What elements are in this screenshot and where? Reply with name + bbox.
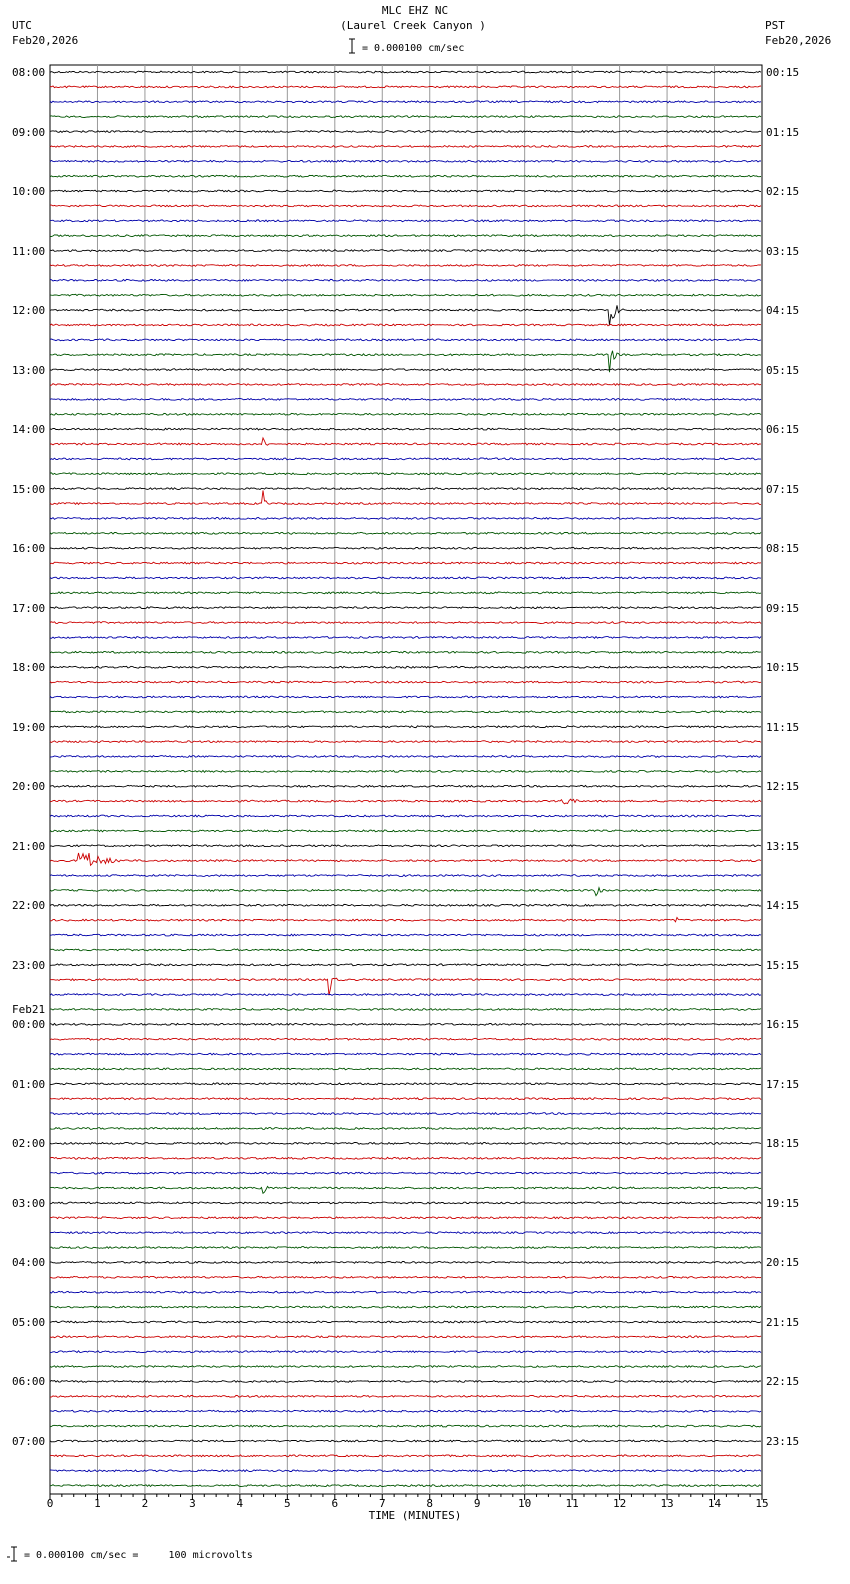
left-hour-label: 14:00: [12, 423, 46, 437]
right-timezone: PST: [765, 19, 785, 32]
seismic-trace: [50, 86, 761, 88]
seismic-trace: [50, 339, 761, 341]
seismic-trace: [50, 1023, 761, 1025]
right-hour-label: 07:15: [766, 482, 800, 496]
seismic-trace: [50, 1038, 761, 1040]
seismic-trace: [50, 681, 761, 683]
seismic-trace: [50, 1336, 761, 1338]
seismic-trace: [50, 1381, 761, 1383]
left-hour-label: 09:00: [12, 125, 46, 139]
seismic-trace: [50, 250, 761, 252]
seismic-trace: [50, 399, 761, 401]
right-hour-label: 02:15: [766, 185, 800, 199]
right-hour-label: 14:15: [766, 899, 800, 913]
right-hour-label: 12:15: [766, 780, 800, 794]
x-tick-label: 3: [189, 1497, 196, 1510]
seismic-trace: [50, 305, 761, 325]
seismic-trace: [50, 413, 761, 415]
right-hour-label: 00:15: [766, 66, 800, 79]
seismic-trace: [50, 607, 761, 609]
right-hour-label: 21:15: [766, 1315, 800, 1329]
left-hour-label: 01:00: [12, 1077, 46, 1091]
seismic-trace: [50, 1410, 761, 1412]
x-tick-label: 12: [612, 1497, 627, 1510]
x-tick-label: 7: [378, 1497, 386, 1510]
x-tick-label: 11: [565, 1497, 579, 1510]
seismic-trace: [50, 1455, 761, 1457]
seismic-trace: [50, 518, 761, 520]
seismic-trace: [50, 1217, 761, 1219]
seismic-trace: [50, 815, 761, 817]
x-tick-label: 8: [426, 1497, 434, 1510]
seismic-trace: [50, 101, 761, 103]
seismic-trace: [50, 279, 761, 281]
seismic-trace: [50, 845, 761, 847]
seismic-trace: [50, 756, 761, 758]
right-hour-label: 15:15: [766, 958, 800, 972]
left-hour-label: 10:00: [12, 185, 46, 199]
left-hour-label: 19:00: [12, 720, 46, 734]
plot-frame: [50, 65, 762, 1494]
seismic-trace: [50, 1440, 761, 1442]
seismic-trace: [50, 1143, 761, 1145]
seismic-trace: [50, 351, 761, 373]
x-tick-label: 6: [331, 1497, 339, 1510]
seismic-trace: [50, 994, 761, 996]
x-tick-label: 14: [707, 1497, 722, 1510]
right-hour-label: 08:15: [766, 542, 800, 556]
left-hour-label: 08:00: [12, 66, 46, 79]
seismic-trace: [50, 1053, 761, 1055]
seismic-trace: [50, 488, 761, 490]
seismic-trace: [50, 622, 761, 624]
left-hour-label: 06:00: [12, 1375, 46, 1389]
seismic-trace: [50, 726, 761, 728]
seismic-trace: [50, 160, 761, 162]
x-tick-label: 15: [755, 1497, 769, 1510]
right-hour-label: 10:15: [766, 661, 800, 675]
right-hour-label: 09:15: [766, 601, 800, 615]
right-hour-label: 23:15: [766, 1434, 800, 1448]
x-tick-label: 10: [518, 1497, 532, 1510]
left-hour-label: 23:00: [12, 958, 46, 972]
seismic-trace: [50, 220, 761, 222]
right-hour-label: 04:15: [766, 304, 800, 318]
left-hour-label: 20:00: [12, 780, 46, 794]
x-tick-label: 5: [284, 1497, 291, 1510]
seismic-trace: [50, 1009, 761, 1011]
seismic-trace: [50, 651, 761, 653]
right-hour-label: 03:15: [766, 244, 800, 258]
left-hour-label: 02:00: [12, 1137, 46, 1151]
seismic-trace: [50, 785, 761, 787]
seismic-trace: [50, 205, 761, 207]
right-hour-label: 11:15: [766, 720, 800, 734]
seismic-trace: [50, 190, 761, 192]
right-hour-label: 01:15: [766, 125, 800, 139]
seismic-trace: [50, 458, 761, 460]
right-hour-label: 20:15: [766, 1256, 800, 1270]
left-hour-label: 21:00: [12, 839, 46, 853]
seismic-trace: [50, 978, 761, 995]
seismic-trace: [50, 934, 761, 936]
station-location: (Laurel Creek Canyon ): [340, 19, 486, 32]
seismic-trace: [50, 562, 761, 564]
seismic-trace: [50, 1276, 761, 1278]
seismic-trace: [50, 265, 761, 267]
seismic-trace: [50, 547, 761, 549]
seismic-trace: [50, 1425, 761, 1427]
x-tick-label: 9: [473, 1497, 481, 1510]
right-date: Feb20,2026: [765, 34, 832, 47]
seismic-trace: [50, 637, 761, 639]
seismic-trace: [50, 1083, 761, 1085]
seismic-trace: [50, 1321, 761, 1323]
left-timezone: UTC: [12, 19, 32, 32]
seismic-trace: [50, 116, 761, 118]
seismic-trace: [50, 592, 761, 594]
seismic-trace: [50, 918, 761, 922]
seismic-trace: [50, 875, 761, 877]
right-hour-label: 18:15: [766, 1137, 800, 1151]
right-hour-label: 17:15: [766, 1077, 800, 1091]
seismic-trace: [50, 1157, 761, 1159]
x-axis-label: TIME (MINUTES): [368, 1509, 462, 1522]
left-date: Feb20,2026: [12, 34, 79, 47]
x-tick-label: 1: [94, 1497, 101, 1510]
left-hour-label: 00:00: [12, 1018, 46, 1032]
footer-scale-text: = 0.000100 cm/sec = 100 microvolts: [24, 1550, 253, 1561]
seismic-trace: [50, 830, 761, 832]
right-hour-label: 22:15: [766, 1375, 800, 1389]
seismic-trace: [50, 666, 761, 668]
seismic-trace: [50, 1262, 761, 1264]
seismic-trace: [50, 1068, 761, 1070]
left-hour-label: 12:00: [12, 304, 46, 318]
seismic-trace: [50, 438, 761, 445]
x-tick-label: 13: [660, 1497, 674, 1510]
seismic-trace: [50, 771, 761, 773]
seismic-trace: [50, 175, 761, 177]
seismic-trace: [50, 1395, 761, 1397]
seismic-trace: [50, 799, 761, 804]
seismic-trace: [50, 473, 761, 475]
right-hour-label: 06:15: [766, 423, 800, 437]
seismic-trace: [50, 577, 761, 579]
x-tick-label: 0: [46, 1497, 54, 1510]
left-hour-label: 15:00: [12, 482, 46, 496]
right-hour-label: 19:15: [766, 1196, 800, 1210]
x-tick-label: 4: [236, 1497, 244, 1510]
seismic-trace: [50, 904, 761, 906]
seismic-trace: [50, 324, 761, 326]
left-hour-label: 05:00: [12, 1315, 46, 1329]
seismic-trace: [50, 711, 761, 713]
left-hour-label: 03:00: [12, 1196, 46, 1210]
seismic-trace: [50, 146, 761, 148]
seismic-trace: [50, 696, 761, 698]
left-hour-label: 11:00: [12, 244, 46, 258]
seismic-trace: [50, 384, 761, 386]
seismic-trace: [50, 1485, 761, 1487]
seismic-trace: [50, 949, 761, 951]
right-hour-label: 05:15: [766, 363, 800, 377]
seismic-trace: [50, 1186, 761, 1193]
seismic-trace: [50, 294, 761, 296]
left-hour-label: 18:00: [12, 661, 46, 675]
seismic-trace: [50, 1232, 761, 1234]
seismic-trace: [50, 428, 761, 430]
seismic-trace: [50, 888, 761, 896]
right-hour-label: 13:15: [766, 839, 800, 853]
left-hour-label: 16:00: [12, 542, 46, 556]
left-hour-label: 04:00: [12, 1256, 46, 1270]
seismic-trace: [50, 1470, 761, 1472]
seismic-trace: [50, 1098, 761, 1100]
left-hour-label: 17:00: [12, 601, 46, 615]
seismic-trace: [50, 369, 761, 371]
left-date-change-label: Feb21: [12, 1003, 46, 1017]
seismic-trace: [50, 741, 761, 743]
left-hour-label: 22:00: [12, 899, 46, 913]
seismic-trace: [50, 1247, 761, 1249]
seismic-trace: [50, 1172, 761, 1174]
seismic-trace: [50, 490, 761, 504]
station-title: MLC EHZ NC: [381, 4, 449, 17]
footer-scale-bar-icon: [6, 1545, 20, 1563]
right-hour-label: 16:15: [766, 1018, 800, 1032]
left-hour-label: 13:00: [12, 363, 46, 377]
seismic-trace: [50, 853, 761, 865]
seismic-trace: [50, 1366, 761, 1368]
scale-text: = 0.000100 cm/sec: [362, 43, 465, 54]
seismic-trace: [50, 1291, 761, 1293]
seismic-trace: [50, 964, 761, 966]
seismic-trace: [50, 1306, 761, 1308]
seismic-trace: [50, 532, 761, 534]
seismic-trace: [50, 1128, 761, 1130]
seismic-trace: [50, 71, 761, 73]
seismic-trace: [50, 1113, 761, 1115]
seismic-trace: [50, 131, 761, 133]
seismic-trace: [50, 1202, 761, 1204]
seismic-trace: [50, 1351, 761, 1353]
seismic-trace: [50, 235, 761, 237]
left-hour-label: 07:00: [12, 1434, 46, 1448]
x-tick-label: 2: [141, 1497, 149, 1510]
